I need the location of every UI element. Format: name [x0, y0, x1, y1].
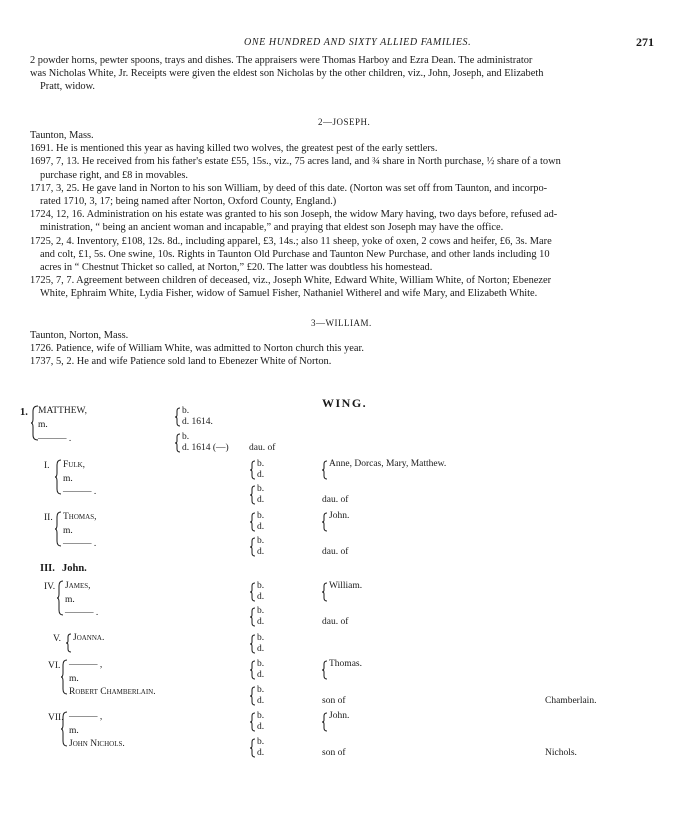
child-name: Fulk,	[63, 460, 86, 470]
child-born: b.	[257, 511, 265, 521]
child-numeral: VII.	[48, 713, 64, 723]
text-line: 1725, 2, 4. Inventory, £108, 12s. 8d., including apparel, £3, 14s.; also 11 sheep, yoke of oxen, 2 cows and heifer, £6, 3s. Mare	[30, 235, 552, 247]
birth-death-brace	[250, 485, 256, 505]
spouse-parentage: son of	[322, 696, 346, 706]
spouse-surname: Chamberlain.	[545, 696, 597, 706]
child-died: d.	[257, 592, 265, 602]
text-line: and colt, £1, 5s. One swine, 10s. Rights in Taunton Old Purchase and Taunton New Purchase, and other lands including 10	[40, 248, 550, 260]
child-name: James,	[65, 581, 91, 591]
birth-death-brace	[250, 712, 256, 732]
text-line: 1725, 7, 7. Agreement between children of deceased, viz., Joseph White, Edward White, William White, of Norton; Ebenezer	[30, 275, 552, 287]
spouse-died: d.	[257, 547, 265, 557]
spouse-died: d.	[257, 495, 265, 505]
birth-death-brace	[175, 407, 181, 427]
child-issue: Thomas.	[329, 659, 362, 669]
child-died: d.	[257, 722, 265, 732]
child-issue: John.	[329, 511, 350, 521]
birth-death-brace	[250, 686, 256, 706]
text-line: 1724, 12, 16. Administration on his estate was granted to his son Joseph, the widow Mary having, two days before, refused ad-	[30, 209, 558, 221]
genealogy-title: WING.	[322, 396, 368, 410]
root-married: m.	[38, 420, 48, 430]
child-spouse-blank: ——— .	[65, 608, 99, 618]
birth-death-brace	[175, 433, 181, 453]
child-name: John.	[62, 563, 87, 574]
birth-death-brace	[250, 537, 256, 557]
child-issue: Anne, Dorcas, Mary, Matthew.	[329, 459, 447, 469]
child-name: Thomas,	[63, 512, 97, 522]
section-heading-joseph: 2—JOSEPH.	[318, 117, 371, 127]
william-section	[30, 329, 662, 369]
spouse-parentage: dau. of	[322, 617, 349, 627]
birth-death-brace	[250, 582, 256, 602]
text-line: rated 1710, 3, 17; being named after Norton, Oxford County, England.)	[40, 196, 337, 208]
child-brace	[57, 580, 64, 616]
birth-death-brace	[250, 738, 256, 758]
spouse-surname: Nichols.	[545, 748, 577, 758]
child-born: b.	[257, 633, 265, 643]
child-numeral: I.	[44, 461, 50, 471]
child-born: b.	[257, 581, 265, 591]
spouse-parentage: dau. of	[322, 547, 349, 557]
spouse-died: d. 1614 (—)	[182, 443, 229, 453]
child-issue: William.	[329, 581, 363, 591]
child-born: b.	[257, 459, 265, 469]
text-line: 1717, 3, 25. He gave land in Norton to his son William, by deed of this date. (Norton was set off from Taunton, and incorpo-	[30, 182, 548, 194]
spouse-died: d.	[257, 748, 265, 758]
spouse-died: d.	[257, 617, 265, 627]
child-died: d.	[257, 522, 265, 532]
birth-death-brace	[250, 660, 256, 680]
child-issue: John.	[329, 711, 350, 721]
birth-death-brace	[250, 607, 256, 627]
spouse-born: b.	[257, 536, 265, 546]
text-line: was Nicholas White, Jr. Receipts were given the eldest son Nicholas by the other children, viz., John, Joseph, and Elizabeth	[30, 68, 544, 80]
text-line: 2 powder horns, pewter spoons, trays and dishes. The appraisers were Thomas Harboy and Ezra Dean. The administrator	[30, 55, 533, 66]
child-numeral: III.	[40, 563, 55, 574]
issue-brace	[322, 582, 328, 602]
text-line: acres in “ Chestnut Thicket so called, at Norton,” £20. The latter was doubtless his homestead.	[40, 262, 433, 274]
child-died: d.	[257, 670, 265, 680]
root-spouse-blank: ——— .	[38, 434, 72, 444]
running-header: ONE HUNDRED AND SIXTY ALLIED FAMILIES.	[244, 37, 472, 48]
child-born: b.	[257, 711, 265, 721]
text-line: 1691. He is mentioned this year as having killed two wolves, the greatest pest of the early settlers.	[30, 143, 438, 155]
root-born: b.	[182, 406, 190, 416]
text-line: 1697, 7, 13. He received from his father's estate £55, 15s., viz., 75 acres land, and ¾ share in North purchase, ½ share of a town	[30, 156, 561, 168]
spouse-died: d.	[257, 696, 265, 706]
child-married: m.	[65, 595, 75, 605]
birth-death-brace	[250, 460, 256, 480]
child-died: d.	[257, 470, 265, 480]
text-line: 1726. Patience, wife of William White, was admitted to Norton church this year.	[30, 343, 364, 355]
child-brace	[61, 659, 68, 695]
root-numeral: 1.	[20, 407, 28, 418]
child-spouse-blank: ——— .	[63, 539, 97, 549]
child-died: d.	[257, 644, 265, 654]
child-numeral: VI.	[48, 661, 61, 671]
spouse-born: b.	[257, 737, 265, 747]
root-died: d. 1614.	[182, 417, 213, 427]
root-name: MATTHEW,	[38, 406, 87, 416]
spouse-parentage: dau. of	[322, 495, 349, 505]
child-married: m.	[69, 674, 79, 684]
issue-brace	[322, 460, 328, 480]
child-numeral: II.	[44, 513, 53, 523]
child-name: Joanna.	[73, 633, 105, 643]
child-unnamed: ——— ,	[69, 712, 103, 722]
child-unnamed: ——— ,	[69, 660, 103, 670]
intro-paragraph	[30, 54, 662, 94]
issue-brace	[322, 660, 328, 680]
place-line: Taunton, Norton, Mass.	[30, 330, 129, 341]
text-line: White, Ephraim White, Lydia Fisher, widow of Samuel Fisher, Nathaniel Witherel and wife Mary, and Elizabeth White.	[40, 288, 538, 300]
child-brace	[66, 633, 72, 653]
child-married: m.	[63, 474, 73, 484]
child-brace	[55, 511, 62, 547]
spouse-parentage: son of	[322, 748, 346, 758]
joseph-section	[30, 129, 662, 301]
child-married: m.	[63, 526, 73, 536]
spouse-parentage: dau. of	[249, 443, 276, 453]
text-line: Pratt, widow.	[40, 81, 96, 93]
text-line: 1737, 5, 2. He and wife Patience sold land to Ebenezer White of Norton.	[30, 356, 332, 368]
spouse-born: b.	[257, 484, 265, 494]
spouse-born: b.	[257, 606, 265, 616]
text-line: purchase right, and £8 in movables.	[40, 169, 189, 181]
place-line: Taunton, Mass.	[30, 130, 94, 141]
birth-death-brace	[250, 512, 256, 532]
birth-death-brace	[250, 634, 256, 654]
section-heading-william: 3—WILLIAM.	[311, 318, 372, 328]
child-spouse: Robert Chamberlain.	[69, 687, 156, 697]
child-spouse: John Nichols.	[69, 739, 125, 749]
child-numeral: V.	[53, 634, 62, 644]
page-number: 271	[636, 35, 654, 49]
child-spouse-blank: ——— .	[63, 487, 97, 497]
child-married: m.	[69, 726, 79, 736]
spouse-born: b.	[257, 685, 265, 695]
spouse-born: b.	[182, 432, 190, 442]
text-line: ministration, “ being an ancient woman and incapable,” and praying that eldest son Joseph may have the office.	[40, 222, 504, 234]
issue-brace	[322, 712, 328, 732]
child-brace	[61, 711, 68, 747]
child-born: b.	[257, 659, 265, 669]
child-brace	[55, 459, 62, 495]
child-numeral: IV.	[44, 582, 56, 592]
issue-brace	[322, 512, 328, 532]
